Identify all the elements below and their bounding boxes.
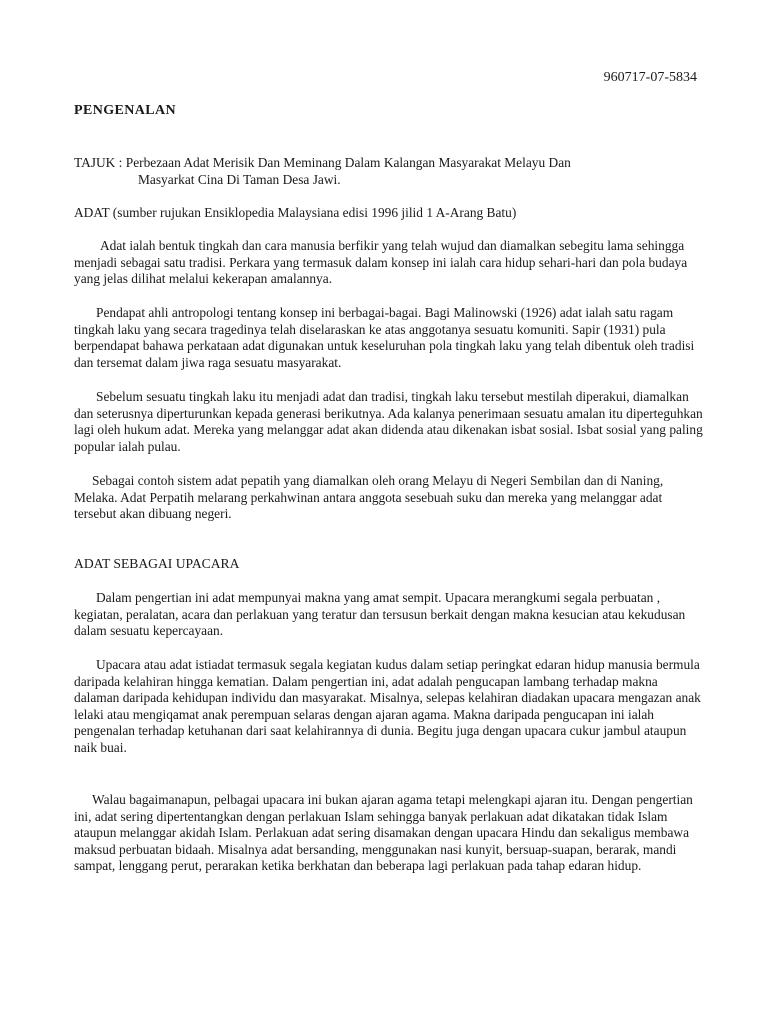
document-id: 960717-07-5834	[603, 70, 697, 85]
tajuk-block	[74, 155, 706, 188]
paragraph-upacara-2: Upacara atau adat istiadat termasuk segala kegiatan kudus dalam setiap peringkat edaran hidup manusia bermula daripada kelahiran hingga kematian. Dalam pengertian ini, adat adalah pengucapan lambang terhadap makna dalaman daripada kehidupan individu dan masyarakat. Misalnya, selepas kelahiran diadakan upacara mengazan anak lelaki atau mengiqamat anak perempuan selaras dengan ajaran agama. Makna daripada pengucapan ini ialah pengenalan terhadap ketuhanan dari saat kelahirannya di dunia. Begitu juga dengan upacara cukur jambul ataupun naik buai.	[74, 657, 701, 755]
page-title: PENGENALAN	[74, 103, 177, 118]
paragraph-intro-1: Adat ialah bentuk tingkah dan cara manusia berfikir yang telah wujud dan diamalkan sebegitu lama sehingga menjadi sebagai satu tradisi. Perkara yang termasuk dalam konsep ini ialah cara hidup sehari-hari dan pola budaya yang jelas dilihat melalui kekerapan amalannya.	[74, 238, 688, 287]
paragraph-upacara-3: Walau bagaimanapun, pelbagai upacara ini bukan ajaran agama tetapi melengkapi ajaran itu. Dengan pengertian ini, adat sering dipertentangkan dengan perlakuan Islam sehingga banyak perlakuan adat dikatakan tidak Islam ataupun melanggar akidah Islam. Perlakuan adat sering disamakan dengan upacara Hindu dan sekaligus membawa maksud perbuatan bidaah. Misalnya adat bersanding, menggunakan nasi kunyit, bersuap-suapan, berarak, mandi sampat, lenggang perut, perarakan ketika berkhatan dan beberapa lagi perlakuan pada tahap edaran hidup.	[74, 792, 693, 874]
paragraph-intro-3: Sebelum sesuatu tingkah laku itu menjadi adat dan tradisi, tingkah laku tersebut mestilah diperakui, diamalkan dan seterusnya diperturunkan kepada generasi berikutnya. Ada kalanya penerimaan sesuatu amalan itu diperteguhkan lagi oleh hukum adat. Mereka yang melanggar adat akan didenda atau dikenakan isbat sosial. Isbat sosial yang paling popular ialah pulau.	[74, 389, 703, 454]
tajuk-line-2: Masyarkat Cina Di Taman Desa Jawi.	[138, 171, 341, 187]
adat-source-line: ADAT (sumber rujukan Ensiklopedia Malaysiana edisi 1996 jilid 1 A-Arang Batu)	[74, 205, 517, 220]
paragraph-intro-4: Sebagai contoh sistem adat pepatih yang diamalkan oleh orang Melayu di Negeri Sembilan dan di Naning, Melaka. Adat Perpatih melarang perkahwinan antara anggota sesebuah suku dan mereka yang melanggar adat tersebut akan dibuang negeri.	[74, 473, 664, 522]
tajuk-line-1: Perbezaan Adat Merisik Dan Meminang Dalam Kalangan Masyarakat Melayu Dan	[125, 155, 571, 170]
section-heading-upacara: ADAT SEBAGAI UPACARA	[74, 556, 240, 571]
tajuk-label: TAJUK :	[74, 155, 126, 170]
paragraph-intro-2: Pendapat ahli antropologi tentang konsep ini berbagai-bagai. Bagi Malinowski (1926) adat ialah satu ragam tingkah laku yang secara tragedinya telah diselaraskan ke atas anggotanya sesuatu komuniti. Sapir (1931) pula berpendapat bahawa perkataan adat digunakan untuk keseluruhan pola tingkah laku yang telah dibentuk oleh tradisi dan tersemat dalam jiwa raga sesuatu masyarakat.	[74, 305, 695, 370]
paragraph-upacara-1: Dalam pengertian ini adat mempunyai makna yang amat sempit. Upacara merangkumi segala perbuatan , kegiatan, peralatan, acara dan perlakuan yang teratur dan tersusun berkait dengan makna kesucian atau kekudusan dalam sesuatu kepercayaan.	[74, 590, 686, 639]
